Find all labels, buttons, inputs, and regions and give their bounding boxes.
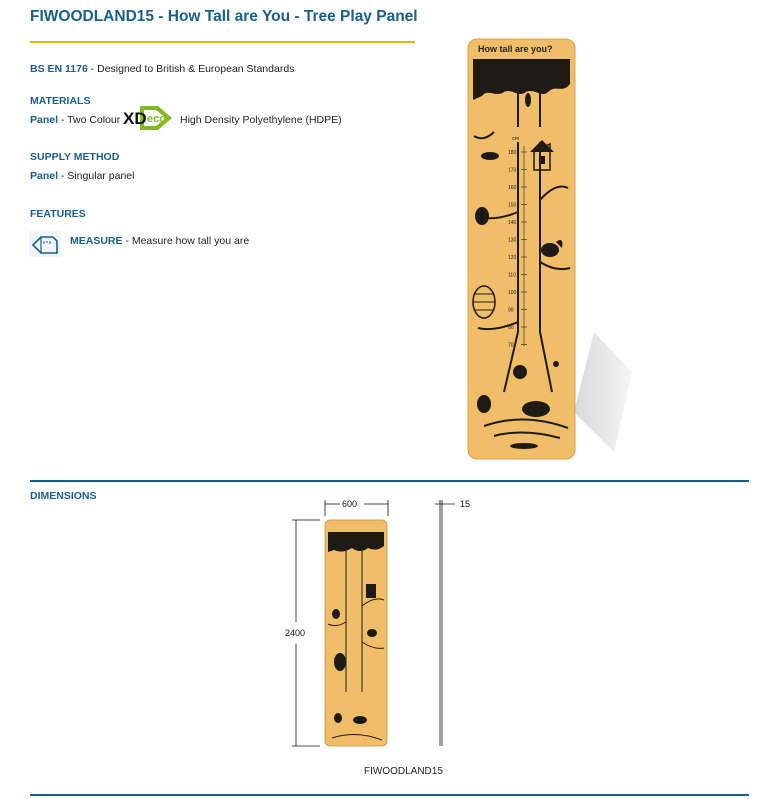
- dimensions-heading: DIMENSIONS: [30, 490, 97, 502]
- dim-width: 600: [342, 499, 358, 509]
- drawing-caption: FIWOODLAND15: [364, 766, 443, 777]
- materials-label: Panel: [30, 114, 59, 126]
- feature-measure: [70, 235, 249, 247]
- title-underline: [30, 41, 415, 43]
- xdeco-xd: XD: [123, 109, 147, 128]
- dimension-drawing: [280, 492, 480, 754]
- panel-illustration: [464, 32, 632, 460]
- scale-label: 70: [508, 342, 514, 349]
- scale-label: 150: [508, 202, 517, 209]
- scale-label: 180: [508, 150, 517, 156]
- materials-prefix: - Two Colour: [58, 114, 121, 126]
- scale-label: 170: [508, 167, 517, 174]
- materials-line: [30, 114, 120, 126]
- supply-label: Panel: [30, 170, 59, 182]
- section-divider-bottom: [30, 794, 749, 796]
- xdeco-logo: [122, 104, 174, 132]
- standard-line: [30, 63, 294, 75]
- materials-suffix: High Density Polyethylene (HDPE): [180, 114, 342, 126]
- supply-text: - Singular panel: [58, 170, 135, 182]
- materials-heading: MATERIALS: [30, 95, 91, 107]
- scale-label: 100: [508, 290, 517, 296]
- dim-thickness: 15: [460, 499, 471, 509]
- supply-line: [30, 170, 134, 182]
- section-divider-top: [30, 480, 749, 482]
- scale-label: 110: [508, 272, 516, 279]
- panel-heading: How tall are you?: [478, 44, 553, 54]
- feature-measure-text: - Measure how tall you are: [122, 235, 250, 247]
- scale-label: 120: [508, 255, 517, 261]
- scale-label: 130: [508, 237, 517, 244]
- feature-measure-label: MEASURE: [70, 235, 123, 247]
- measure-icon: [29, 231, 61, 257]
- scale-label: 80: [508, 325, 514, 331]
- supply-heading: SUPPLY METHOD: [30, 151, 120, 163]
- page-title: FIWOODLAND15 - How Tall are You - Tree Play Panel: [30, 8, 418, 25]
- dim-height: 2400: [285, 628, 306, 638]
- standard-text: - Designed to British & European Standards: [87, 63, 295, 75]
- scale-label: 90: [508, 307, 514, 314]
- xdeco-eco: eco: [147, 113, 166, 125]
- scale-label: 140: [508, 220, 517, 226]
- features-heading: FEATURES: [30, 208, 86, 220]
- standard-code: BS EN 1176: [30, 63, 88, 75]
- scale-label: 160: [508, 185, 517, 191]
- panel-unit: cm: [512, 136, 520, 142]
